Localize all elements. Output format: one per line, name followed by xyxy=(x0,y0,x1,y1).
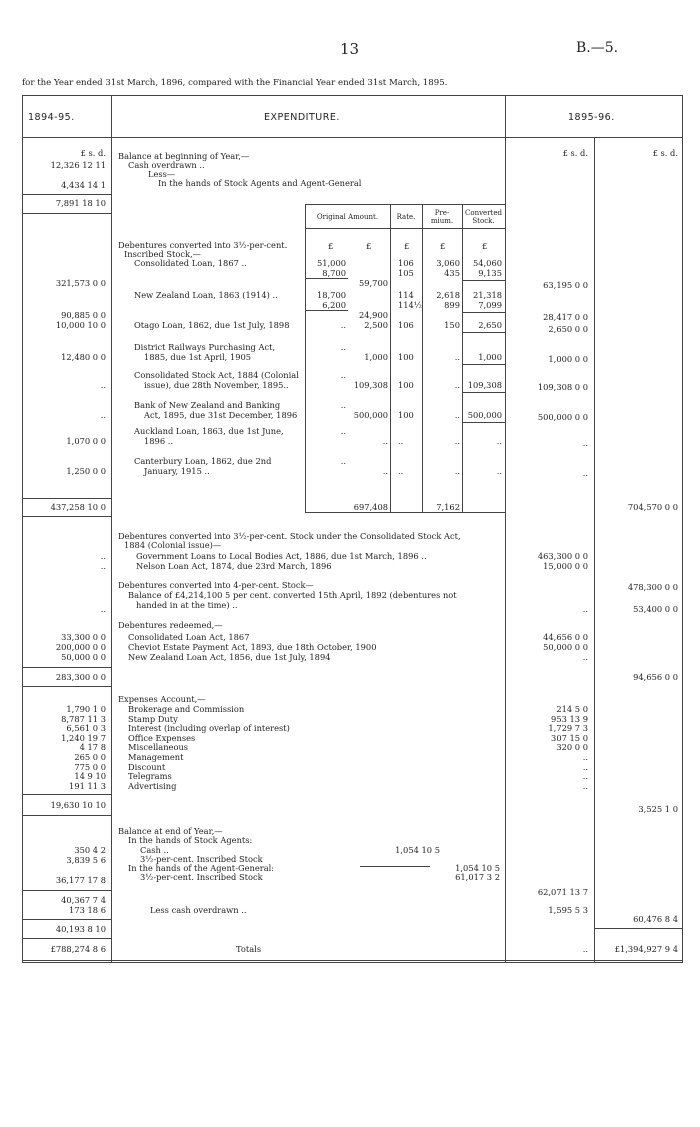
conv-right: .. xyxy=(582,468,588,478)
conv-row-label: 1885, due 1st April, 1905 xyxy=(144,352,252,362)
ag-sum1: 1,054 10 5 xyxy=(455,863,500,873)
conv-header-2: Pre- mium. xyxy=(430,209,454,225)
expense-item-right: 307 15 0 xyxy=(551,732,588,743)
consol-item-label: Government Loans to Local Bodies Act, 1886, due 1st March, 1896 .. xyxy=(136,551,427,561)
left-units: £ s. d. xyxy=(80,148,106,158)
redeemed-item-label: Consolidated Loan Act, 1867 xyxy=(128,632,250,642)
col-divider-left xyxy=(111,95,112,962)
stock-label: 3½-per-cent. Inscribed Stock xyxy=(140,854,263,864)
agent-general-label: In the hands of the Agent-General: xyxy=(128,863,275,873)
conv-rate: 114 xyxy=(398,290,414,300)
redeemed-left-total: 283,300 0 0 xyxy=(55,672,106,682)
conv-header-1: Rate. xyxy=(396,213,416,221)
consol-item-left: .. xyxy=(100,561,106,571)
conv-left-rule2 xyxy=(22,516,111,517)
totals-right: .. xyxy=(582,944,588,954)
end-left-less: 173 18 6 xyxy=(69,905,106,915)
conv-left: 321,573 0 0 xyxy=(55,278,106,288)
expense-item-left: 775 0 0 xyxy=(74,761,106,772)
conv-conv-rule xyxy=(462,312,505,313)
stock-agents-label: In the hands of Stock Agents: xyxy=(128,835,253,845)
expenses-left-total: 19,630 10 10 xyxy=(50,800,106,810)
conv-o2: 24,900 xyxy=(358,310,388,320)
expense-item-right: 214 5 0 xyxy=(556,704,588,714)
conv-prem: .. xyxy=(454,410,460,420)
consol-line1: Debentures converted into 3½-per-cent. Stock under the Consolidated Stock Act, xyxy=(118,531,461,541)
conv-o1: 51,000 xyxy=(316,258,346,268)
conv-pound-o1: £ xyxy=(328,241,334,251)
conv-right: 28,417 0 0 xyxy=(543,312,588,322)
conv-prem: 899 xyxy=(444,300,460,310)
header-divider xyxy=(22,137,683,138)
conv-prem: 3,060 xyxy=(436,258,460,268)
end-left-net: 40,193 8 10 xyxy=(55,924,106,934)
expense-item-left: 6,561 0 3 xyxy=(66,723,106,734)
conv-conv: 21,318 xyxy=(472,290,502,300)
conv-o1: 18,700 xyxy=(316,290,346,300)
expense-item-left: 191 11 3 xyxy=(69,780,106,791)
conv-left: 10,000 10 0 xyxy=(55,320,106,330)
conv-header-rule xyxy=(305,228,505,229)
less-overdrawn-label: Less cash overdrawn .. xyxy=(150,905,247,915)
expense-item-left: 1,790 1 0 xyxy=(66,704,106,714)
totals-label: Totals xyxy=(236,944,262,954)
conv-prem: 435 xyxy=(444,268,460,278)
consol-item-right: 463,300 0 0 xyxy=(537,551,588,561)
conv-right: 500,000 0 0 xyxy=(537,412,588,422)
right2-units: £ s. d. xyxy=(652,148,678,158)
conv-row-label: Consolidated Loan, 1867 .. xyxy=(134,258,247,268)
conv-conv-rule xyxy=(462,392,505,393)
conv-intro1: Debentures converted into 3½-per-cent. xyxy=(118,240,288,250)
consol-item-left: .. xyxy=(100,551,106,561)
conv-row-label: New Zealand Loan, 1863 (1914) .. xyxy=(134,290,278,300)
conv-sum-rule xyxy=(306,278,348,279)
expense-item-label: Office Expenses xyxy=(128,732,196,743)
conv-conv: 1,000 xyxy=(478,352,502,362)
conv-prem: 2,618 xyxy=(436,290,460,300)
redeemed-item-left: 50,000 0 0 xyxy=(61,652,106,662)
cash-label: Cash .. xyxy=(140,845,169,855)
cash-amount: 1,054 10 5 xyxy=(395,845,440,855)
header-expenditure: EXPENDITURE. xyxy=(264,112,340,123)
end-right-sum: 62,071 13 7 xyxy=(537,887,588,897)
conv-o2: 500,000 xyxy=(353,410,388,420)
expense-item-left: 8,787 11 3 xyxy=(61,713,106,724)
expense-item-right: .. xyxy=(582,780,588,791)
header-1894-95: 1894-95. xyxy=(28,112,75,123)
conv-o2: 109,308 xyxy=(353,380,388,390)
conv-o1: 6,200 xyxy=(322,300,346,310)
conv-right2-total: 704,570 0 0 xyxy=(627,502,678,512)
totals-left: £788,274 8 6 xyxy=(50,944,106,954)
conv-right: 109,308 0 0 xyxy=(537,382,588,392)
conv-left: 90,885 0 0 xyxy=(61,310,106,320)
header-1895-96: 1895-96. xyxy=(568,112,615,123)
expense-item-left: 4 17 8 xyxy=(79,742,106,753)
frame-left xyxy=(22,95,23,962)
conv-conv: .. xyxy=(496,466,502,476)
conv-o1: 8,700 xyxy=(322,268,346,278)
conv-pound-rate: £ xyxy=(404,241,410,251)
frame-top xyxy=(22,95,683,96)
expense-item-right: 953 13 9 xyxy=(551,713,588,724)
conv-conv-rule xyxy=(462,332,505,333)
ag-stock-label: 3½-per-cent. Inscribed Stock xyxy=(140,872,263,882)
conv-o1: .. xyxy=(340,426,346,436)
conv-conv-rule xyxy=(462,280,505,281)
less-label: Less— xyxy=(148,169,176,179)
conv-row-label: Otago Loan, 1862, due 1st July, 1898 xyxy=(134,320,290,330)
totals-right2: £1,394,927 9 4 xyxy=(614,944,678,954)
conv-conv: 500,000 xyxy=(467,410,502,420)
redeemed-item-right: 44,656 0 0 xyxy=(543,632,588,642)
conv-row-label: 1896 .. xyxy=(144,436,174,446)
conv-right: 63,195 0 0 xyxy=(543,280,588,290)
expense-item-left: 265 0 0 xyxy=(74,752,106,762)
conv-row-label: Act, 1895, due 31st December, 1896 xyxy=(144,410,298,420)
conv-sum-rule xyxy=(306,310,348,311)
frame-right xyxy=(682,95,683,962)
conv-rate: 105 xyxy=(398,268,414,278)
four-pc-line1: Debentures converted into 4-per-cent. Stock— xyxy=(118,580,314,590)
four-pc-line2: Balance of £4,214,100 5 per cent. converted 15th April, 1892 (debentures not xyxy=(128,590,457,600)
conv-rate: 100 xyxy=(398,352,414,362)
conv-prem: .. xyxy=(454,352,460,362)
conv-o2: 1,000 xyxy=(364,352,388,362)
conv-left-total: 437,258 10 0 xyxy=(50,502,106,512)
conv-row-label: Auckland Loan, 1863, due 1st June, xyxy=(134,426,284,436)
conv-right: 2,650 0 0 xyxy=(548,324,588,334)
conv-left: 12,480 0 0 xyxy=(61,352,106,362)
conv-conv: .. xyxy=(496,436,502,446)
redeemed-item-label: New Zealand Loan Act, 1856, due 1st July, 1894 xyxy=(128,652,331,662)
balance-end-label: Balance at end of Year,— xyxy=(118,826,223,836)
conv-intro2: Inscribed Stock,— xyxy=(124,249,201,259)
conv-rate: 100 xyxy=(398,410,414,420)
right-units: £ s. d. xyxy=(562,148,588,158)
redeemed-item-left: 33,300 0 0 xyxy=(61,632,106,642)
conv-row-label: Canterbury Loan, 1862, due 2nd xyxy=(134,456,272,466)
consol-item-label: Nelson Loan Act, 1874, due 23rd March, 1896 xyxy=(136,561,332,571)
conv-right: .. xyxy=(582,438,588,448)
redeemed-item-label: Cheviot Estate Payment Act, 1893, due 18th October, 1900 xyxy=(128,642,377,652)
conv-prem: .. xyxy=(454,436,460,446)
conv-conv-rule xyxy=(462,364,505,365)
conv-left-rule xyxy=(22,498,111,499)
conv-row-label: issue), due 28th November, 1895.. xyxy=(144,380,289,390)
conv-bottom-rule xyxy=(305,512,505,513)
conv-row-label: Bank of New Zealand and Banking xyxy=(134,400,281,410)
conv-left: .. xyxy=(100,410,106,420)
expense-item-right: .. xyxy=(582,771,588,782)
agents-label: In the hands of Stock Agents and Agent-General xyxy=(158,178,362,188)
col-divider-right xyxy=(505,95,506,962)
conv-right: 1,000 0 0 xyxy=(548,354,588,364)
expenses-label: Expenses Account,— xyxy=(118,694,206,704)
col-divider-inner xyxy=(594,137,595,962)
four-pc-line3: handed in at the time) .. xyxy=(136,600,238,610)
conv-conv-rule xyxy=(462,422,505,423)
conv-o1: .. xyxy=(340,456,346,466)
conv-rate: 114½ xyxy=(398,300,422,310)
conv-rate: 106 xyxy=(398,320,414,330)
expense-item-label: Stamp Duty xyxy=(128,713,178,724)
consol-right2: 478,300 0 0 xyxy=(627,582,678,592)
left-net: 7,891 18 10 xyxy=(55,198,106,208)
conv-o1: .. xyxy=(340,370,346,380)
conv-row-label: January, 1915 .. xyxy=(144,466,210,476)
four-pc-right: .. xyxy=(582,604,588,614)
expense-item-right: .. xyxy=(582,761,588,772)
redeemed-item-right: 50,000 0 0 xyxy=(543,642,588,652)
expense-item-left: 14 9 10 xyxy=(74,771,106,782)
expense-item-label: Interest (including overlap of interest) xyxy=(128,723,290,734)
conv-prem: .. xyxy=(454,466,460,476)
conv-rate: .. xyxy=(398,466,404,476)
ag-sum2: 61,017 3 2 xyxy=(455,872,500,882)
conv-left: .. xyxy=(100,380,106,390)
consol-line2: 1884 (Colonial issue)— xyxy=(124,540,222,550)
conv-orig-total: 697,408 xyxy=(353,502,388,512)
page-number: 13 xyxy=(340,40,360,58)
conv-left: 1,070 0 0 xyxy=(66,436,106,446)
consol-item-right: 15,000 0 0 xyxy=(543,561,588,571)
conv-pound-conv: £ xyxy=(482,241,488,251)
conv-conv: 2,650 xyxy=(478,320,502,330)
conv-o2: 59,700 xyxy=(358,278,388,288)
end-right2: 60,476 8 4 xyxy=(633,914,678,924)
frame-bottom xyxy=(22,960,683,963)
expense-item-left: 1,240 19 7 xyxy=(61,732,106,743)
conv-prem: 150 xyxy=(444,320,460,330)
conv-conv: 54,060 xyxy=(472,258,502,268)
conv-o2: .. xyxy=(382,466,388,476)
expense-item-right: 320 0 0 xyxy=(556,742,588,753)
expense-item-label: Miscellaneous xyxy=(128,742,189,753)
left-cash: 12,326 12 11 xyxy=(50,160,106,170)
end-right-less: 1,595 5 3 xyxy=(548,905,588,915)
conv-header-3: Converted Stock. xyxy=(465,209,502,225)
conv-conv: 109,308 xyxy=(467,380,502,390)
end-left-ag: 36,177 17 8 xyxy=(55,875,106,885)
expense-item-right: .. xyxy=(582,752,588,762)
end-left-cash: 350 4 2 xyxy=(74,845,106,855)
left-agents: 4,434 14 1 xyxy=(61,180,106,190)
page-title: for the Year ended 31st March, 1896, compared with the Financial Year ended 31st March, 1895. xyxy=(22,78,448,88)
end-left-stock: 3,839 5 6 xyxy=(66,855,106,865)
expense-item-label: Brokerage and Commission xyxy=(128,704,245,714)
conv-o2: .. xyxy=(382,436,388,446)
conv-pound-o2: £ xyxy=(366,241,372,251)
balance-begin-label: Balance at beginning of Year,— xyxy=(118,151,250,161)
conv-rate: 100 xyxy=(398,380,414,390)
expense-item-label: Management xyxy=(128,752,184,762)
conv-row-label: Consolidated Stock Act, 1884 (Colonial xyxy=(134,370,299,380)
conv-col-line xyxy=(390,204,391,512)
expense-item-right: 1,729 7 3 xyxy=(548,723,588,734)
four-pc-right2: 53,400 0 0 xyxy=(633,604,678,614)
expense-item-label: Advertising xyxy=(128,780,177,791)
conv-pound-prem: £ xyxy=(440,241,446,251)
cash-overdrawn-label: Cash overdrawn .. xyxy=(128,160,205,170)
document-code: B.—5. xyxy=(576,40,619,56)
redeemed-label: Debentures redeemed,— xyxy=(118,620,223,630)
redeemed-item-right: .. xyxy=(582,652,588,662)
expenses-right2: 3,525 1 0 xyxy=(638,804,678,814)
conv-row-label: District Railways Purchasing Act, xyxy=(134,342,276,352)
conv-prem-total: 7,162 xyxy=(436,502,460,512)
four-pc-left: .. xyxy=(100,604,106,614)
conv-conv: 9,135 xyxy=(478,268,502,278)
conv-rate: .. xyxy=(398,436,404,446)
conv-top-rule xyxy=(305,204,505,205)
conv-left: 1,250 0 0 xyxy=(66,466,106,476)
conv-o1: .. xyxy=(340,400,346,410)
conv-conv: 7,099 xyxy=(478,300,502,310)
conv-header-0: Original Amount. xyxy=(316,213,379,221)
conv-prem: .. xyxy=(454,380,460,390)
end-left-sum: 40,367 7 4 xyxy=(61,895,106,905)
conv-o1: .. xyxy=(340,320,346,330)
conv-o2: 2,500 xyxy=(364,320,388,330)
expense-item-label: Discount xyxy=(128,761,166,772)
conv-rate: 106 xyxy=(398,258,414,268)
conv-o1: .. xyxy=(340,342,346,352)
redeemed-right2: 94,656 0 0 xyxy=(633,672,678,682)
expense-item-label: Telegrams xyxy=(128,771,172,782)
redeemed-item-left: 200,000 0 0 xyxy=(55,642,106,652)
